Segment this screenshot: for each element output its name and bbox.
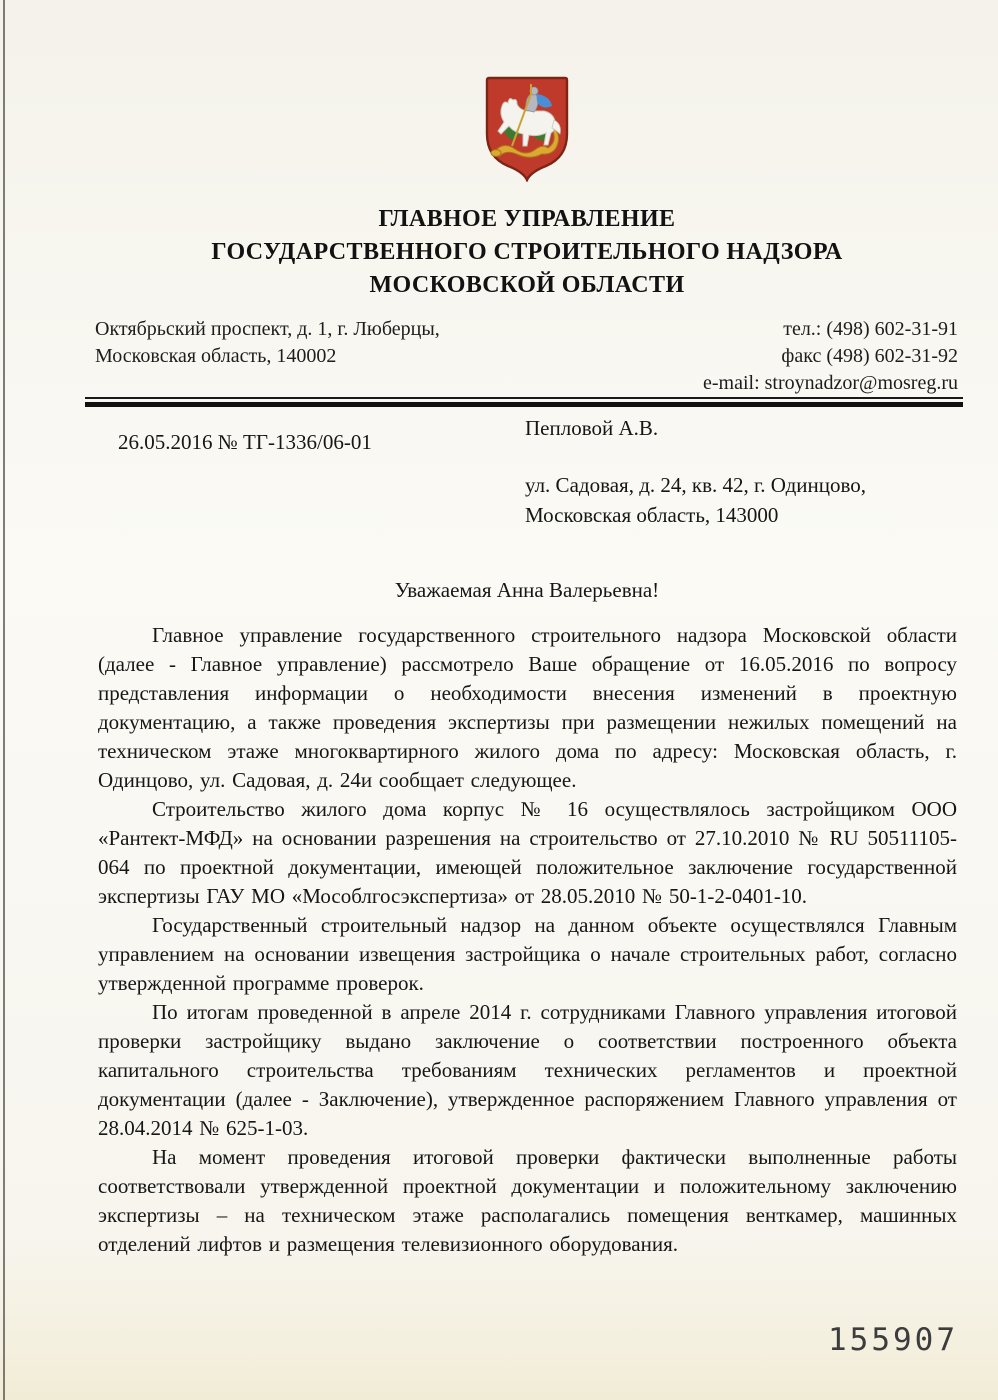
org-postal-address xyxy=(95,316,440,370)
org-contact-details xyxy=(703,316,958,397)
org-email: e-mail: stroynadzor@mosreg.ru xyxy=(702,372,958,394)
scan-registration-number: 155907 xyxy=(828,1322,958,1358)
org-title xyxy=(95,203,959,302)
body-paragraph-3: Государственный строительный надзор на данном объекте осуществлялся Главным управлением на основании извещения застройщика о начале строительных работ, согласно утвержденной программе проверок. xyxy=(98,913,957,995)
org-title-line-1: ГЛАВНОЕ УПРАВЛЕНИЕ xyxy=(378,206,676,232)
letterhead-divider xyxy=(85,397,963,407)
body-paragraph-2: Строительство жилого дома корпус № 16 осуществлялось застройщиком ООО «Рантект-МФД» на основании разрешения на строительство от 27.10.2010 № RU 50511105-064 по проектной документации, имеющей положительное заключение государственной экспертизы ГАУ МО «Мособлгосэкспертиза» от 28.05.2010 № 50-1-2-0401-10. xyxy=(98,797,957,908)
recipient-address-line-2: Московская область, 143000 xyxy=(525,503,779,527)
salutation: Уважаемая Анна Валерьевна! xyxy=(394,578,660,602)
org-address-line-1: Октябрьский проспект, д. 1, г. Люберцы, xyxy=(95,318,440,340)
recipient-name: Пепловой А.В. xyxy=(525,416,659,440)
divider-thin-line xyxy=(85,397,963,399)
coat-of-arms-moscow-oblast-icon xyxy=(482,76,572,182)
letter-body xyxy=(98,621,957,1259)
recipient-address-line-1: ул. Садовая, д. 24, кв. 42, г. Одинцово, xyxy=(525,473,867,497)
recipient-address xyxy=(525,470,866,530)
body-paragraph-1: Главное управление государственного строительного надзора Московской области (далее - Главное управление) рассмотрело Ваше обращение от 16.05.2016 по вопросу представления информации о необходимости внесения изменений в проектную документацию, а также проведения экспертизы при размещении нежилых помещений на техническом этаже многоквартирного жилого дома по адресу: Московская область, г. Одинцово, ул. Садовая, д. 24и сообщает следующее. xyxy=(98,623,957,792)
org-title-line-2: ГОСУДАРСТВЕННОГО СТРОИТЕЛЬНОГО НАДЗОРА xyxy=(211,239,843,265)
letter-date-and-number: 26.05.2016 № ТГ-1336/06-01 xyxy=(118,430,372,454)
scan-edge-artifact xyxy=(3,0,5,1400)
org-address-line-2: Московская область, 140002 xyxy=(95,345,337,367)
body-paragraph-5: На момент проведения итоговой проверки фактически выполненные работы соответствовали утвержденной проектной документации и положительному заключению экспертизы – на техническом этаже располагались помещения венткамер, машинных отделений лифтов и размещения телевизионного оборудования. xyxy=(98,1145,957,1256)
org-fax: факс (498) 602-31-92 xyxy=(781,345,958,367)
org-phone: тел.: (498) 602-31-91 xyxy=(783,318,958,340)
org-title-line-3: МОСКОВСКОЙ ОБЛАСТИ xyxy=(369,272,685,298)
divider-thick-line xyxy=(85,402,963,407)
body-paragraph-4: По итогам проведенной в апреле 2014 г. сотрудниками Главного управления итоговой проверки застройщику выдано заключение о соответствии построенного объекта капитального строительства требованиям технических регламентов и проектной документации (далее - Заключение), утвержденное распоряжением Главного управления от 28.04.2014 № 625-1-03. xyxy=(98,1000,957,1140)
